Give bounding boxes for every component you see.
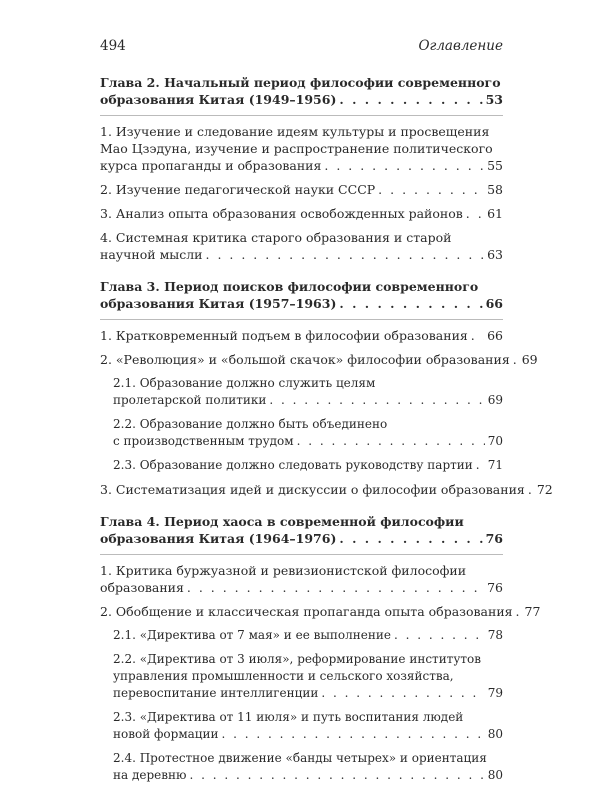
toc-chapter [100, 513, 541, 784]
entry-line: Мао Цзэдуна, изучение и распространение политического [100, 141, 493, 156]
chapter-heading[interactable] [100, 278, 503, 312]
entry-line: 2.4. Протестное движение «банды четырех» и ориентация [113, 751, 487, 765]
entry-line: пролетарской политики [113, 393, 267, 407]
page-ref: 61 [487, 206, 503, 221]
chapter-title-line: образования Китая (1949–1956) [100, 92, 337, 107]
entry-line: образования [100, 580, 184, 595]
entry-line: научной мысли [100, 247, 203, 262]
page-ref: 53 [485, 92, 503, 107]
chapter-title-line: образования Китая (1964–1976) [100, 531, 337, 546]
entry-line: новой формации [113, 727, 219, 741]
chapter-heading[interactable] [100, 513, 503, 547]
running-title: Оглавление [418, 38, 503, 54]
toc-entry[interactable] [100, 181, 503, 198]
page-ref: 77 [524, 604, 541, 619]
page-ref: 80 [487, 727, 503, 741]
entry-line: управления промышленности и сельского хозяйства, [113, 669, 454, 683]
entry-line: 3. Систематизация идей и дискуссии о философии образования [100, 482, 525, 497]
toc-subentry[interactable] [100, 457, 503, 474]
entry-line: 2. Изучение педагогической науки СССР [100, 182, 376, 197]
toc-subentry[interactable] [100, 651, 503, 702]
toc-subentry[interactable] [100, 416, 503, 450]
toc-subentry[interactable] [100, 750, 503, 784]
toc-subentry[interactable] [100, 709, 503, 743]
table-of-contents [100, 74, 553, 799]
entry-line: 2.1. Образование должно служить целям [113, 376, 376, 390]
chapter-title-line: образования Китая (1957–1963) [100, 296, 337, 311]
divider [100, 319, 503, 320]
page-ref: 71 [487, 458, 503, 472]
page-ref: 80 [487, 768, 503, 782]
divider [100, 115, 503, 116]
toc-chapter [100, 74, 503, 263]
toc-chapter [100, 278, 553, 498]
entry-line: 2.3. «Директива от 11 июля» и путь воспитания людей [113, 710, 464, 724]
toc-entry[interactable] [100, 603, 541, 620]
entry-line: 3. Анализ опыта образования освобожденных районов [100, 206, 463, 221]
toc-subentry[interactable] [100, 627, 503, 644]
entry-line: с производственным трудом [113, 434, 294, 448]
page-ref: 76 [485, 531, 503, 546]
entry-line: 1. Критика буржуазной и ревизионистской философии [100, 563, 467, 578]
entry-line: 4. Системная критика старого образования и старой [100, 230, 452, 245]
entry-line: 2.2. «Директива от 3 июля», реформирование институтов [113, 652, 482, 666]
entry-line: 2. «Революция» и «большой скачок» философии образования [100, 352, 510, 367]
entry-line: курса пропаганды и образования [100, 158, 322, 173]
toc-entry[interactable] [100, 123, 503, 174]
page-ref: 63 [487, 247, 503, 262]
entry-line: 2.3. Образование должно следовать руководству партии [113, 458, 473, 472]
entry-line: 1. Изучение и следование идеям культуры и просвещения [100, 124, 490, 139]
entry-line: 2.2. Образование должно быть объединено [113, 417, 388, 431]
entry-line: 1. Кратковременный подъем в философии образования [100, 328, 468, 343]
page-ref: 66 [487, 328, 503, 343]
toc-entry[interactable] [100, 562, 503, 596]
toc-entry[interactable] [100, 205, 503, 222]
chapter-heading[interactable] [100, 74, 503, 108]
entry-line: на деревню [113, 768, 187, 782]
toc-entry[interactable] [100, 327, 503, 344]
entry-line: 2. Обобщение и классическая пропаганда опыта образования [100, 604, 513, 619]
page-ref: 55 [487, 158, 503, 173]
entry-line: 2.1. «Директива от 7 мая» и ее выполнение [113, 628, 391, 642]
toc-subentry[interactable] [100, 375, 503, 409]
chapter-title-line: Глава 2. Начальный период философии современного [100, 75, 501, 90]
page-number: 494 [100, 38, 126, 54]
chapter-title-line: Глава 4. Период хаоса в современной философии [100, 514, 464, 529]
page-ref: 69 [487, 393, 503, 407]
entry-line: перевоспитание интеллигенции [113, 686, 319, 700]
page-ref: 78 [487, 628, 503, 642]
page-ref: 66 [485, 296, 503, 311]
page-ref: 72 [536, 482, 553, 497]
toc-entry[interactable] [100, 481, 553, 498]
page-ref: 58 [487, 182, 503, 197]
divider [100, 554, 503, 555]
toc-entry[interactable] [100, 229, 503, 263]
page-header [100, 38, 503, 58]
chapter-title-line: Глава 3. Период поисков философии современного [100, 279, 479, 294]
page-ref: 79 [487, 686, 503, 700]
page-ref: 69 [521, 352, 538, 367]
page-ref: 76 [487, 580, 503, 595]
toc-entry[interactable] [100, 351, 538, 368]
page-ref: 70 [487, 434, 503, 448]
